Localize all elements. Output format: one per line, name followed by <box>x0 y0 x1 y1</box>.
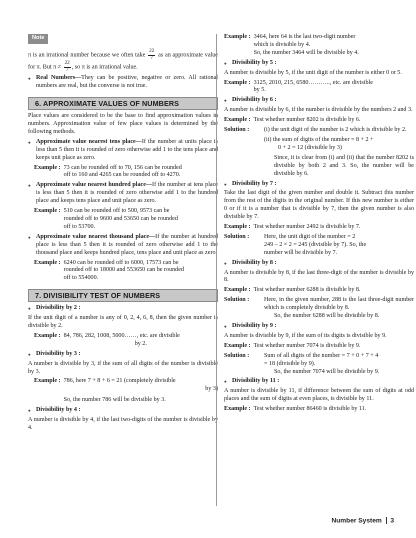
divisibility-8-solution: Solution : Here, in the given number, 288 is the last three-digit number which is completely divisible by 8. So, the number 6288 will be divisible by 8. <box>224 297 414 320</box>
divisibility-6-example: Example : Test whether number 8202 is divisible by 6. <box>224 117 361 124</box>
divisibility-9-text: A number is divisible by 9, if the sum of its digits is divisible by 9. <box>224 332 387 339</box>
divisibility-5-text: A number is divisible by 5, if the unit digit of the number is either 0 or 5. <box>224 69 402 76</box>
left-column <box>28 34 218 435</box>
divisibility-7-text: Take the last digit of the given number and double it. Subtract this number from the rest of the digits in the original number. If this new number is either 0 or if it is a number that is divisible by 7, then the given number is also divisible by 7. <box>224 190 414 221</box>
real-numbers-bullet: ● Real Numbers—They can be positive, negative or zero. All rational numbers are real, but the converse is not true. <box>28 75 218 91</box>
divisibility-11-example: Example : Test whether number 86460 is divisible by 11. <box>224 406 367 413</box>
divisibility-7-solution: Solution : Here, the unit digit of the number = 2 249 – 2 × 2 = 245 (divisible by 7). So, the number will be divisible by 7. <box>224 233 367 256</box>
section-6-heading: 6. APPROXIMATE VALUES OF NUMBERS <box>28 97 218 110</box>
divisibility-5-heading: ● Divisibility by 5 : <box>224 60 414 68</box>
note-paragraph <box>28 49 218 73</box>
divisibility-6-solution: Solution : (i) the unit digit of the number is 2 which is divisible by 2. (ii) the sum of digits of the number = 8 + 2 + 0 + 2 = 12 (divisible by 3) Since, it is clear from (i) and (ii) that the number 8202 is divisible by both 2 and 3. So, the number will be divisible by 6. <box>224 127 414 177</box>
thousand-example: Example : 6240 can be rounded off to 6000, 17573 can be rounded off to 18000 and 553650 can be rounded off to 554000. <box>34 259 184 282</box>
divisibility-2-text: If the unit digit of a number is any of 0, 2, 4, 6, 8, then the given number is divisible by 2. <box>28 315 218 330</box>
tens-place-bullet: ● Approximate value nearest tens place—If the number at units place is less than 5 then it is rounded of zero otherwise add 1 to the tens place and keeps unit place as zero. <box>28 139 218 163</box>
note-text-3: , so π is an irrational value. <box>71 64 138 71</box>
note-text-2: as an approximate value for π. But π ≠ <box>28 52 219 71</box>
thousand-place-bullet: ● Approximate value nearest thousand place—If the number at hundred place is less than 5 then it is rounded of zero otherwise add 1 to the thousand place and keeps hundred place, tens place and unit place as zero. <box>28 234 218 258</box>
divisibility-4-heading: ● Divisibility by 4 : <box>28 407 218 415</box>
right-column <box>224 34 414 416</box>
divisibility-7-heading: ● Divisibility by 7 : <box>224 181 414 189</box>
section-7-heading: 7. DIVISIBILITY TEST OF NUMBERS <box>28 289 218 302</box>
hundred-example: Example : 510 can be rounded off to 500, 9573 can be rounded off to 9600 and 53650 can be rounded off to 53700. <box>34 208 178 230</box>
fraction-22-over-7-b: $\frac{22}{7}$ <box>64 60 70 73</box>
divisibility-8-heading: ● Divisibility by 8 : <box>224 260 414 268</box>
divisibility-2-example: Example : 84, 786, 282, 1008, 5000……, etc. are divisible by 2. <box>34 332 180 347</box>
fraction-22-over-7: $\frac{22}{7}$ <box>149 47 155 61</box>
divisibility-6-text: A number is divisible by 6, if the number is divisible by the numbers 2 and 3. <box>224 107 413 114</box>
divisibility-3-heading: ● Divisibility by 3 : <box>28 351 218 359</box>
divisibility-9-example: Example : Test whether number 7074 is divisible by 9. <box>224 342 361 349</box>
hundred-place-bullet: ● Approximate value nearest hundred place—If the number at tens place is less than 5 then it is rounded of zero otherwise add 1 to the hundred place and keeps tens place and unit place as zero. <box>28 182 218 206</box>
divisibility-9-solution: Solution : Sum of all digits of the number = 7 + 0 + 7 + 4 = 18 (divisible by 9). So, the number 7074 will be divisible by 9. <box>224 352 380 375</box>
divisibility-4-example: Example : 3464, here 64 is the last two-digit number which is divisible by 4. So, the number 3464 will be divisible by 4. <box>224 34 359 56</box>
divisibility-11-text: A number is divisible by 11, if difference between the sum of digits at odd places and the sum of digits at even places, is divisible by 11. <box>224 388 414 403</box>
divisibility-7-example: Example : Test whether number 2492 is divisible by 7. <box>224 224 361 231</box>
tens-example: Example : 73 can be rounded off to 70, 156 can be rounded off to 160 and 4265 can be rounded off to 4270. <box>34 164 182 179</box>
page-number: 3 <box>390 517 394 525</box>
divisibility-3-example: Example : 786, here 7 + 8 + 6 = 21 (completely divisible by 3) So, the number 786 will be divisible by 3. <box>34 378 218 404</box>
section-6-intro: Place values are considered to be the base to find approximation values in numbers. Approximation value of few place values is determined by the following methods. <box>28 113 218 135</box>
page-footer <box>332 517 394 524</box>
divisibility-8-example: Example : Test whether number 6288 is divisible by 8. <box>224 287 361 294</box>
footer-separator <box>386 517 387 524</box>
note-tag: Note <box>28 34 48 44</box>
divisibility-11-heading: ● Divisibility by 11 : <box>224 378 414 386</box>
divisibility-3-text: A number is divisible by 3, if the sum of all digits of the number is divisible by 3. <box>28 360 218 375</box>
divisibility-8-text: A number is divisible by 8, if the last three-digit of the number is divisible by 8. <box>224 269 414 284</box>
divisibility-4-text: A number is divisible by 4, if the last two-digits of the number is divisible by 4. <box>28 417 218 431</box>
note-text-1: π is an irrational number because we often take <box>28 52 146 59</box>
divisibility-2-heading: ● Divisibility by 2 : <box>28 305 218 313</box>
divisibility-5-example: Example : 3125, 2010, 215, 6580……….., etc. are divisible by 5. <box>224 79 373 94</box>
divisibility-9-heading: ● Divisibility by 9 : <box>224 323 414 331</box>
column-divider <box>216 34 217 506</box>
divisibility-6-heading: ● Divisibility by 6 : <box>224 97 414 105</box>
footer-section-title: Number System <box>331 517 382 525</box>
